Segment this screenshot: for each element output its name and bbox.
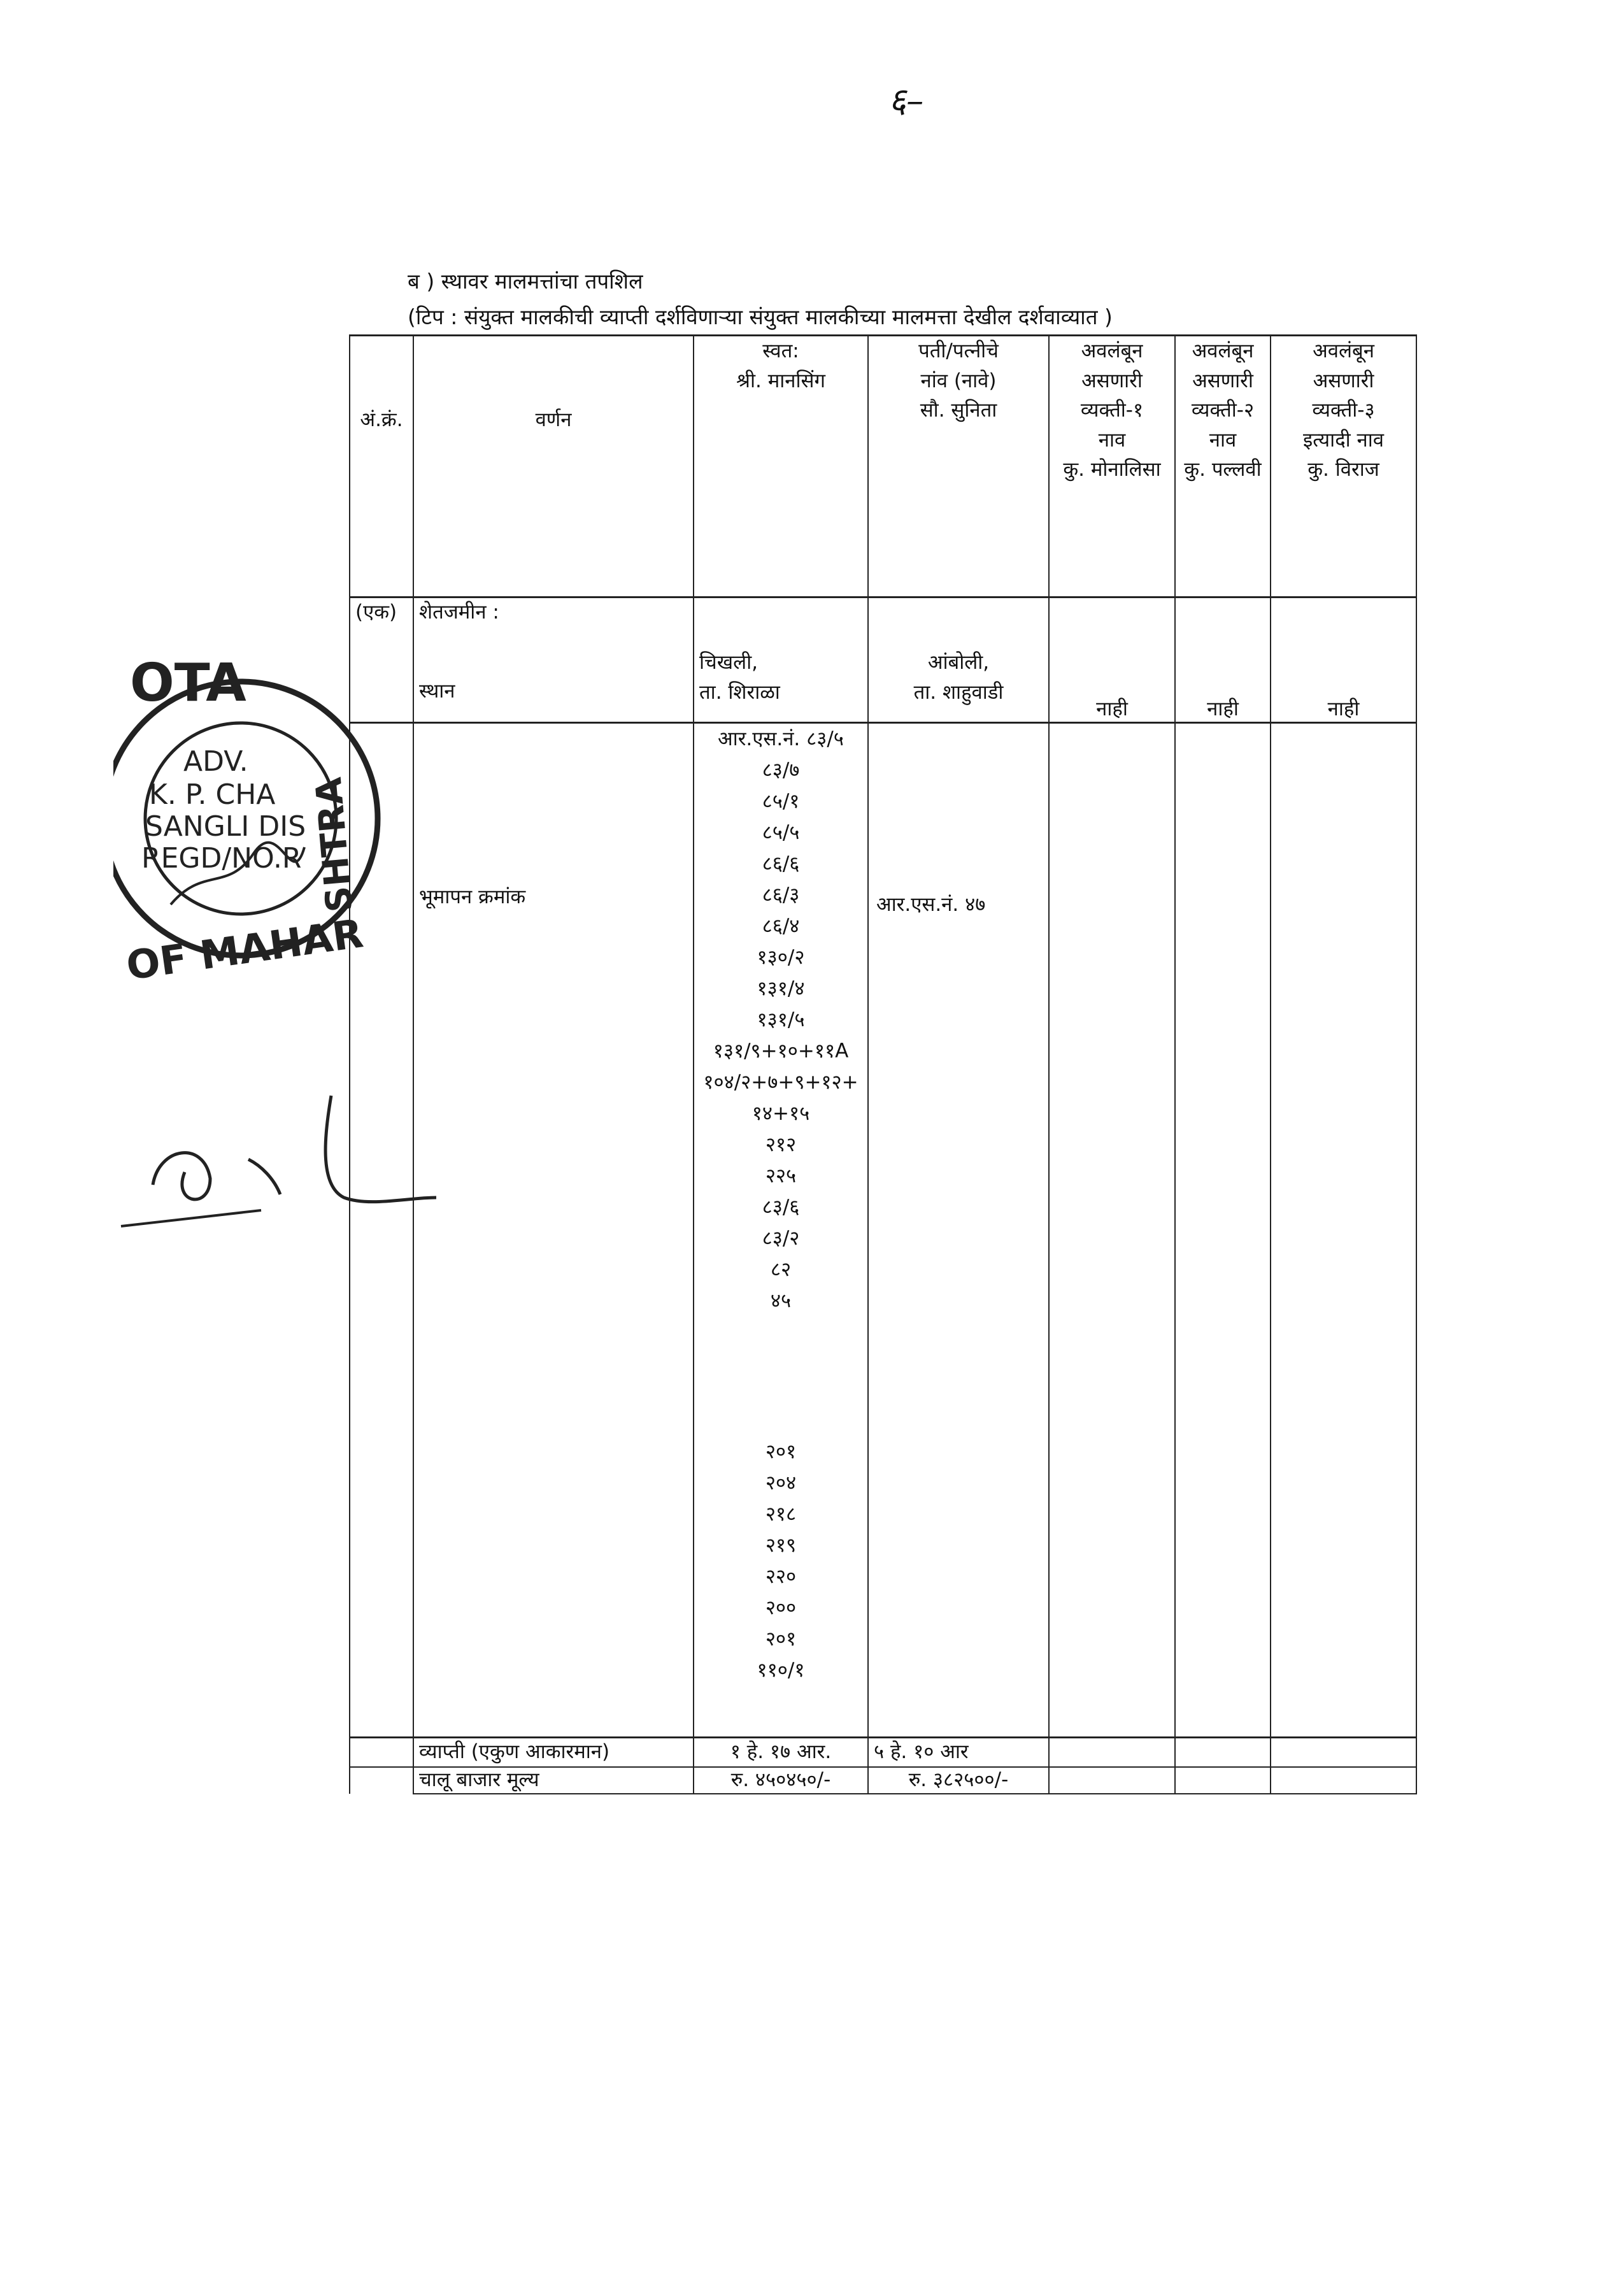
survey-number: २१९ xyxy=(765,1534,797,1557)
notary-stamp xyxy=(113,637,381,994)
area-label: व्याप्ती (एकुण आकारमान) xyxy=(413,1738,694,1768)
survey-number: ११०/१ xyxy=(757,1659,805,1682)
svg-text:OTA: OTA xyxy=(130,653,246,713)
survey-number: ८३/७ xyxy=(762,759,800,782)
survey-number: १३०/२ xyxy=(757,946,805,969)
agricultural-land-row xyxy=(350,598,1416,723)
survey-number: ८३/६ xyxy=(762,1196,800,1219)
header-spouse: पती/पत्नीचे नांव (नावे) सौ. सुनिता xyxy=(868,336,1049,598)
survey-number: २०१ xyxy=(765,1440,797,1463)
survey-number: २०१ xyxy=(765,1628,797,1650)
survey-number: १४+१५ xyxy=(751,1102,810,1125)
handwritten-signature xyxy=(115,1083,446,1236)
spouse-location: आंबोली, ता. शाहुवाडी xyxy=(868,598,1049,723)
page-number-mark: ६– xyxy=(888,80,924,120)
survey-number: ८५/५ xyxy=(762,821,800,844)
header-dependent-2: अवलंबून असणारी व्यक्ती-२ नाव कु. पल्लवी xyxy=(1175,336,1271,598)
survey-number: १३१/५ xyxy=(757,1008,805,1031)
survey-number: १०४/२+७+९+१२+ xyxy=(703,1071,858,1094)
self-location: चिखली, ता. शिराळा xyxy=(694,598,868,723)
market-value-row xyxy=(350,1767,1416,1794)
section-heading: ब ) स्थावर मालमत्तांचा तपशिल xyxy=(408,269,643,294)
svg-text:K. P. CHA: K. P. CHA xyxy=(149,778,276,811)
self-survey-numbers xyxy=(694,723,868,1738)
survey-number-row xyxy=(350,723,1416,1738)
survey-number: ८६/३ xyxy=(762,884,800,906)
header-description: वर्णन xyxy=(413,336,694,598)
survey-cell xyxy=(413,723,694,1738)
dependent-2-land: नाही xyxy=(1175,598,1271,723)
survey-number: २१८ xyxy=(765,1503,797,1526)
svg-text:REGD/NO.R: REGD/NO.R xyxy=(141,842,302,875)
svg-text:OF MAHAR: OF MAHAR xyxy=(123,910,366,989)
svg-text:SHTRA: SHTRA xyxy=(308,775,361,914)
self-market-value: रु. ४५०४५०/- xyxy=(694,1767,868,1794)
svg-text:SANGLI DIS: SANGLI DIS xyxy=(145,810,306,843)
land-serial: (एक) xyxy=(350,598,413,723)
notary-stamp-graphic xyxy=(113,637,381,994)
survey-number: १३१/९+१०+११A xyxy=(713,1040,849,1063)
survey-number: ८५/१ xyxy=(762,790,800,813)
survey-number: २१२ xyxy=(765,1133,797,1156)
spouse-area: ५ हे. १० आर xyxy=(868,1738,1049,1768)
dependent-1-land: नाही xyxy=(1049,598,1175,723)
location-label: स्थान xyxy=(419,680,455,703)
survey-number: ८६/४ xyxy=(762,915,800,938)
dependent-3-land: नाही xyxy=(1271,598,1416,723)
survey-number: ८३/२ xyxy=(762,1227,800,1250)
survey-number: १३१/४ xyxy=(757,977,805,1000)
spouse-market-value: रु. ३८२५००/- xyxy=(868,1767,1049,1794)
section-note: (टिप : संयुक्त मालकीची व्याप्ती दर्शविणाऱ्या संयुक्त मालकीच्या मालमत्ता देखील दर्शवाव्यात ) xyxy=(408,304,1113,329)
header-dependent-3: अवलंबून असणारी व्यक्ती-३ इत्यादी नाव कु. विराज xyxy=(1271,336,1416,598)
immovable-assets-table xyxy=(349,334,1417,1794)
survey-number: २२५ xyxy=(765,1164,797,1187)
survey-number: ८६/६ xyxy=(762,852,800,875)
spouse-survey-number: आर.एस.नं. ४७ xyxy=(876,893,986,916)
total-area-row xyxy=(350,1738,1416,1768)
spouse-survey-cell xyxy=(868,723,1049,1738)
self-area: १ हे. १७ आर. xyxy=(694,1738,868,1768)
survey-number: २०० xyxy=(765,1596,797,1619)
header-dependent-1: अवलंबून असणारी व्यक्ती-१ नाव कु. मोनालिसा xyxy=(1049,336,1175,598)
survey-label: भूमापन क्रमांक xyxy=(419,885,526,908)
land-label: शेतजमीन : xyxy=(419,601,499,624)
header-serial: अं.क्रं. xyxy=(350,336,413,598)
table-header-row xyxy=(350,336,1416,598)
market-value-label: चालू बाजार मूल्य xyxy=(413,1767,694,1794)
survey-number: २२० xyxy=(765,1565,797,1588)
survey-number: ८२ xyxy=(770,1258,792,1281)
header-self: स्वत: श्री. मानसिंग xyxy=(694,336,868,598)
survey-number: २०४ xyxy=(765,1471,797,1494)
land-cell xyxy=(413,598,694,723)
svg-text:ADV.: ADV. xyxy=(183,745,248,778)
survey-number: आर.एस.नं. ८३/५ xyxy=(718,727,844,750)
survey-number: ४५ xyxy=(770,1289,792,1312)
